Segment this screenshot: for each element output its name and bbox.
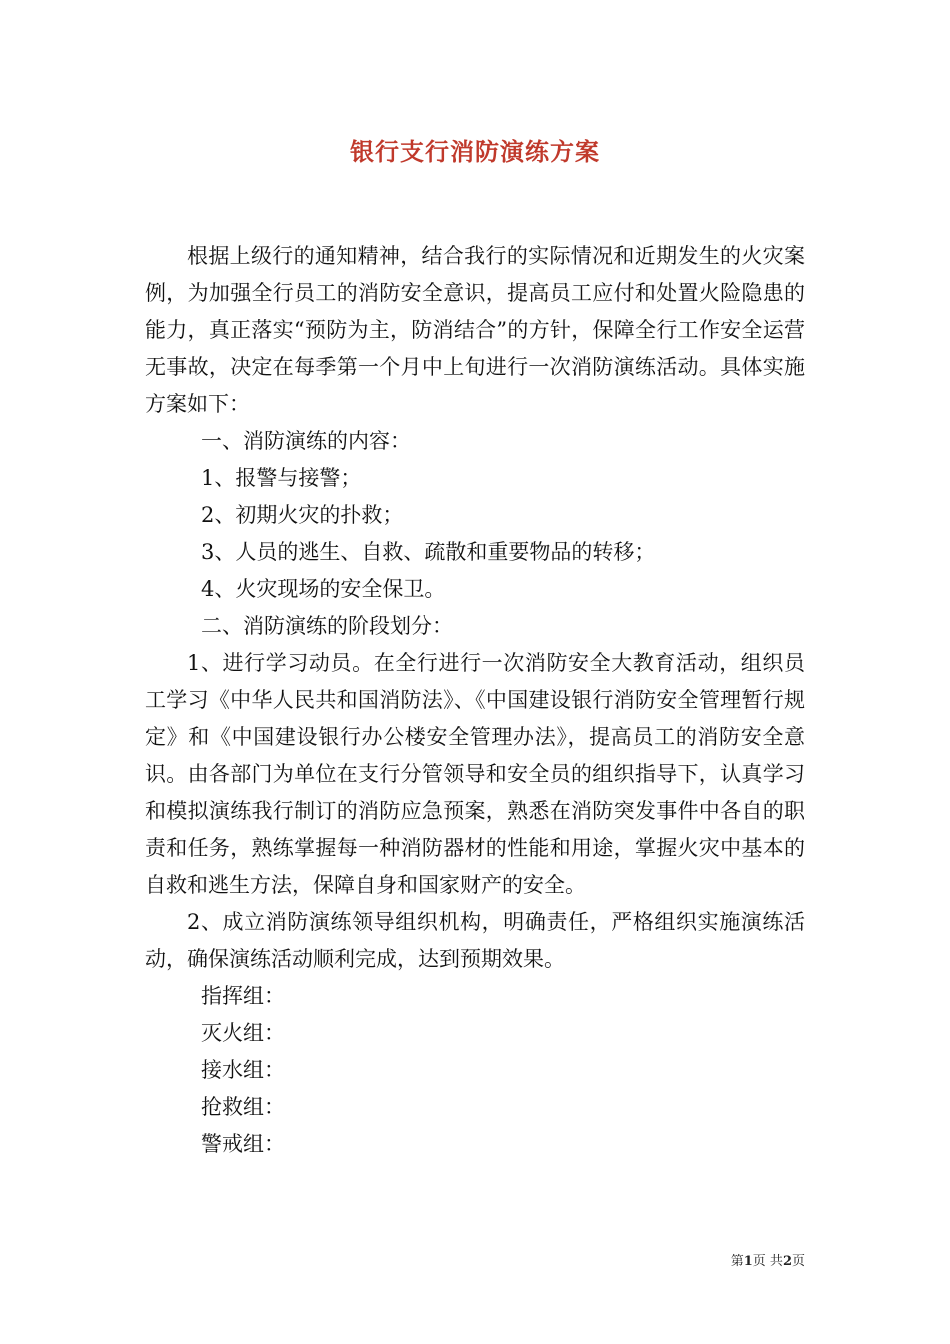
section1-item: 1、报警与接警； <box>201 466 362 490</box>
group-item: 指挥组： <box>201 984 285 1008</box>
section2-paragraph-1: 1、进行学习动员。在全行进行一次消防安全大教育活动，组织员工学习《中华人民共和国消防法》、《中国建设银行消防安全管理暂行规定》和《中国建设银行办公楼安全管理办法》，提高员工的消防安全意识。由各部门为单位在支行分管领导和安全员的组织指导下，认真学习和模拟演练我行制订的消防应急预案，熟悉在消防突发事件中各自的职责和任务，熟练掌握每一种消防器材的性能和用途，掌握火灾中基本的自救和逃生方法，保障自身和国家财产的安全。 <box>145 651 805 897</box>
section1-item: 2、初期火灾的扑救； <box>201 503 404 527</box>
footer-prefix: 第 <box>730 1254 744 1269</box>
intro-paragraph: 根据上级行的通知精神，结合我行的实际情况和近期发生的火灾案例，为加强全行员工的消防安全意识，提高员工应付和处置火险隐患的能力，真正落实“预防为主，防消结合”的方针，保障全行工作安全运营无事故，决定在每季第一个月中上旬进行一次消防演练活动。具体实施方案如下： <box>145 244 805 416</box>
page-number-footer <box>731 1250 805 1269</box>
group-item: 抢救组： <box>201 1095 285 1119</box>
section1-item: 3、人员的逃生、自救、疏散和重要物品的转移； <box>201 540 656 564</box>
section1-item: 4、火灾现场的安全保卫。 <box>201 577 446 601</box>
footer-suffix: 页 <box>791 1254 805 1269</box>
footer-middle: 页 共 <box>752 1254 783 1269</box>
group-item: 警戒组： <box>201 1132 285 1156</box>
document-body <box>145 238 805 1163</box>
section2-paragraph-2: 2、成立消防演练领导组织机构，明确责任，严格组织实施演练活动，确保演练活动顺利完成，达到预期效果。 <box>145 910 805 971</box>
total-page-number: 2 <box>782 1254 792 1269</box>
section1-heading: 一、消防演练的内容： <box>201 429 411 453</box>
current-page-number: 1 <box>743 1254 753 1269</box>
group-item: 接水组： <box>201 1058 285 1082</box>
group-item: 灭火组： <box>201 1021 285 1045</box>
document-title: 银行支行消防演练方案 <box>350 137 600 166</box>
section2-heading: 二、消防演练的阶段划分： <box>201 614 453 638</box>
